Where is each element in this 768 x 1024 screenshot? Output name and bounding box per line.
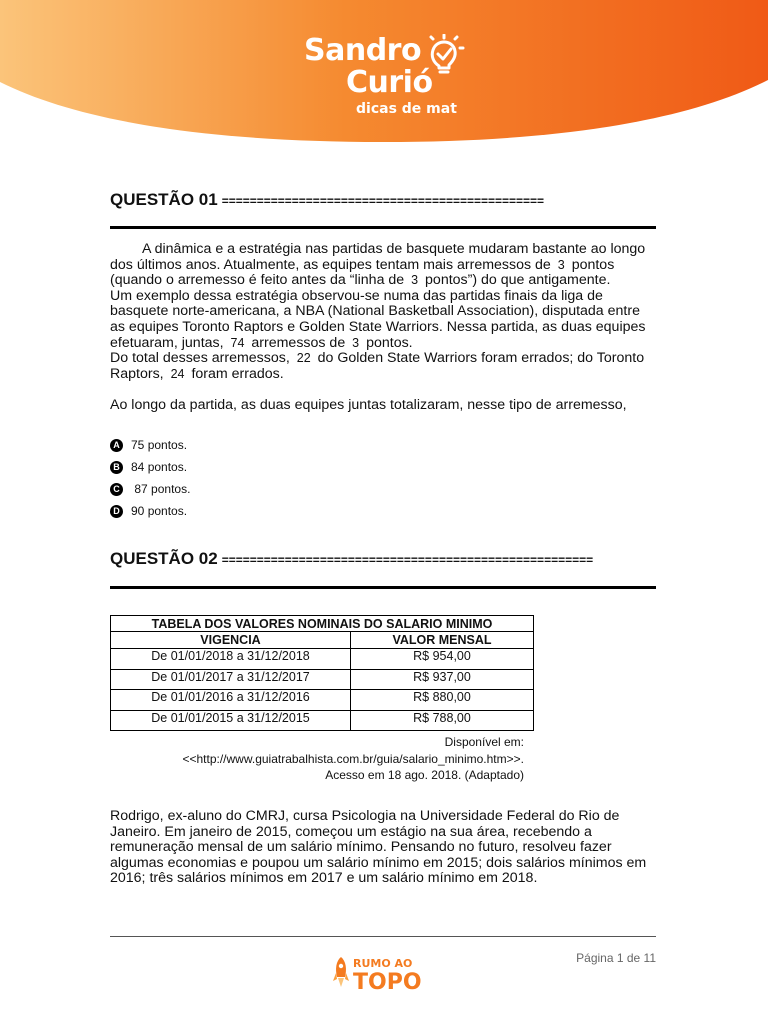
- table-header-vigencia: VIGENCIA: [111, 632, 351, 649]
- brand-name-line2: Curió: [346, 65, 433, 100]
- q1-line7a: efetuaram, juntas,: [110, 334, 224, 351]
- table-header-valor: VALOR MENSAL: [351, 632, 534, 649]
- table-cell-period: De 01/01/2016 a 31/12/2016: [111, 690, 351, 711]
- q1-number-3a: 3: [557, 257, 565, 272]
- question-01-title: QUESTÃO 01: [110, 190, 218, 209]
- q2-line5: 2016; três salários mínimos em 2017 e um salário mínimo em 2018.: [110, 870, 538, 887]
- option-b[interactable]: [110, 456, 190, 478]
- option-c-icon: C: [110, 483, 123, 496]
- q1-line5: basquete norte-americana, a NBA (National Basketball Association), disputada entre: [110, 303, 640, 320]
- q1-number-24: 24: [170, 366, 185, 381]
- q1-line2b: pontos: [571, 256, 615, 273]
- footer-divider: [110, 936, 656, 937]
- question-02-header: [110, 549, 658, 569]
- option-c-unit: pontos.: [151, 482, 191, 496]
- option-d-value: 90: [131, 504, 145, 518]
- q1-line6: as equipes Toronto Raptors e Golden State Warriors. Nessa partida, as duas equipes: [110, 318, 646, 335]
- option-d-icon: D: [110, 505, 123, 518]
- option-b-value: 84: [131, 460, 145, 474]
- table-source: [110, 734, 524, 784]
- question-01-statement: [110, 242, 658, 382]
- question-01-header: [110, 190, 658, 210]
- q1-line3a: (quando o arremesso é feito antes da “linha de: [110, 272, 405, 289]
- table-cell-value: R$ 788,00: [351, 710, 534, 731]
- source-line2: <<http://www.guiatrabalhista.com.br/guia/salario_minimo.htm>>.: [182, 751, 524, 766]
- q1-number-3b: 3: [411, 273, 419, 288]
- table-row: [111, 690, 534, 711]
- option-a[interactable]: [110, 434, 190, 456]
- option-c-value: 87: [134, 482, 148, 496]
- table-row: [111, 669, 534, 690]
- option-d-unit: pontos.: [147, 504, 188, 518]
- footer-logo-line2: TOPO: [353, 970, 422, 993]
- lightbulb-check-icon: [425, 34, 467, 83]
- q2-line4: algumas economias e poupou um salário mínimo em 2015; dois salários mínimos em: [110, 854, 647, 871]
- option-a-value: 75: [131, 438, 145, 452]
- table-cell-period: De 01/01/2018 a 31/12/2018: [111, 649, 351, 670]
- q1-number-22: 22: [296, 351, 311, 366]
- source-line1: Disponível em:: [444, 735, 524, 749]
- footer-logo: [333, 951, 433, 998]
- q1-number-3c: 3: [352, 335, 360, 350]
- table-cell-period: De 01/01/2017 a 31/12/2017: [111, 669, 351, 690]
- q1-line7c: pontos.: [366, 334, 413, 351]
- q1-line9b: foram errados.: [191, 365, 284, 382]
- table-cell-value: R$ 937,00: [351, 669, 534, 690]
- option-b-icon: B: [110, 461, 123, 474]
- option-b-unit: pontos.: [147, 460, 188, 474]
- salary-table: [110, 615, 534, 731]
- source-line3: Acesso em 18 ago. 2018. (Adaptado): [325, 768, 524, 782]
- rocket-icon: [333, 957, 349, 987]
- q1-line4: Um exemplo dessa estratégia observou-se numa das partidas finais da liga de: [110, 287, 603, 304]
- footer-logo-line1: RUMO AO: [353, 957, 413, 970]
- q1-line7b: arremessos de: [251, 334, 346, 351]
- question-01-options: [110, 434, 190, 522]
- q1-line8b: do Golden State Warriors foram errados; do Toronto: [317, 350, 645, 367]
- question-02-statement: [110, 809, 658, 887]
- q2-line2: Janeiro. Em janeiro de 2015, começou um estágio na sua área, recebendo a: [110, 823, 592, 840]
- page-number: Página 1 de 11: [576, 951, 656, 965]
- brand-name-line1: Sandro: [304, 33, 422, 68]
- table-row: [111, 649, 534, 670]
- table-cell-value: R$ 954,00: [351, 649, 534, 670]
- q1-line2a: dos últimos anos. Atualmente, as equipes tentam mais arremessos de: [110, 256, 551, 273]
- q1-line1: A dinâmica e a estratégia nas partidas de basquete mudaram bastante ao longo: [142, 241, 646, 257]
- q2-line1: Rodrigo, ex-aluno do CMRJ, cursa Psicologia na Universidade Federal do Rio de: [110, 808, 620, 824]
- q1-line9a: Raptors,: [110, 365, 164, 382]
- table-title: TABELA DOS VALORES NOMINAIS DO SALARIO MINIMO: [111, 616, 534, 632]
- question-01-rule-text: ==============================================: [221, 194, 545, 208]
- brand-tagline: dicas de mat: [356, 101, 457, 117]
- question-01-prompt: Ao longo da partida, as duas equipes juntas totalizaram, nesse tipo de arremesso,: [110, 397, 627, 413]
- table-cell-value: R$ 880,00: [351, 690, 534, 711]
- q2-line3: remuneração mensal de um salário mínimo. Pensando no futuro, resolveu fazer: [110, 839, 612, 856]
- table-row: [111, 710, 534, 731]
- q1-number-74: 74: [230, 335, 245, 350]
- q1-line3b: pontos”) do que antigamente.: [425, 272, 611, 289]
- table-cell-period: De 01/01/2015 a 31/12/2015: [111, 710, 351, 731]
- question-01-divider: [110, 226, 656, 229]
- option-d[interactable]: [110, 500, 190, 522]
- option-a-unit: pontos.: [147, 438, 188, 452]
- q1-line8a: Do total desses arremessos,: [110, 350, 290, 367]
- question-02-divider: [110, 586, 656, 589]
- question-02-rule-text: =====================================================: [221, 553, 594, 567]
- option-c[interactable]: [110, 478, 190, 500]
- question-02-title: QUESTÃO 02: [110, 549, 218, 568]
- option-a-icon: A: [110, 439, 123, 452]
